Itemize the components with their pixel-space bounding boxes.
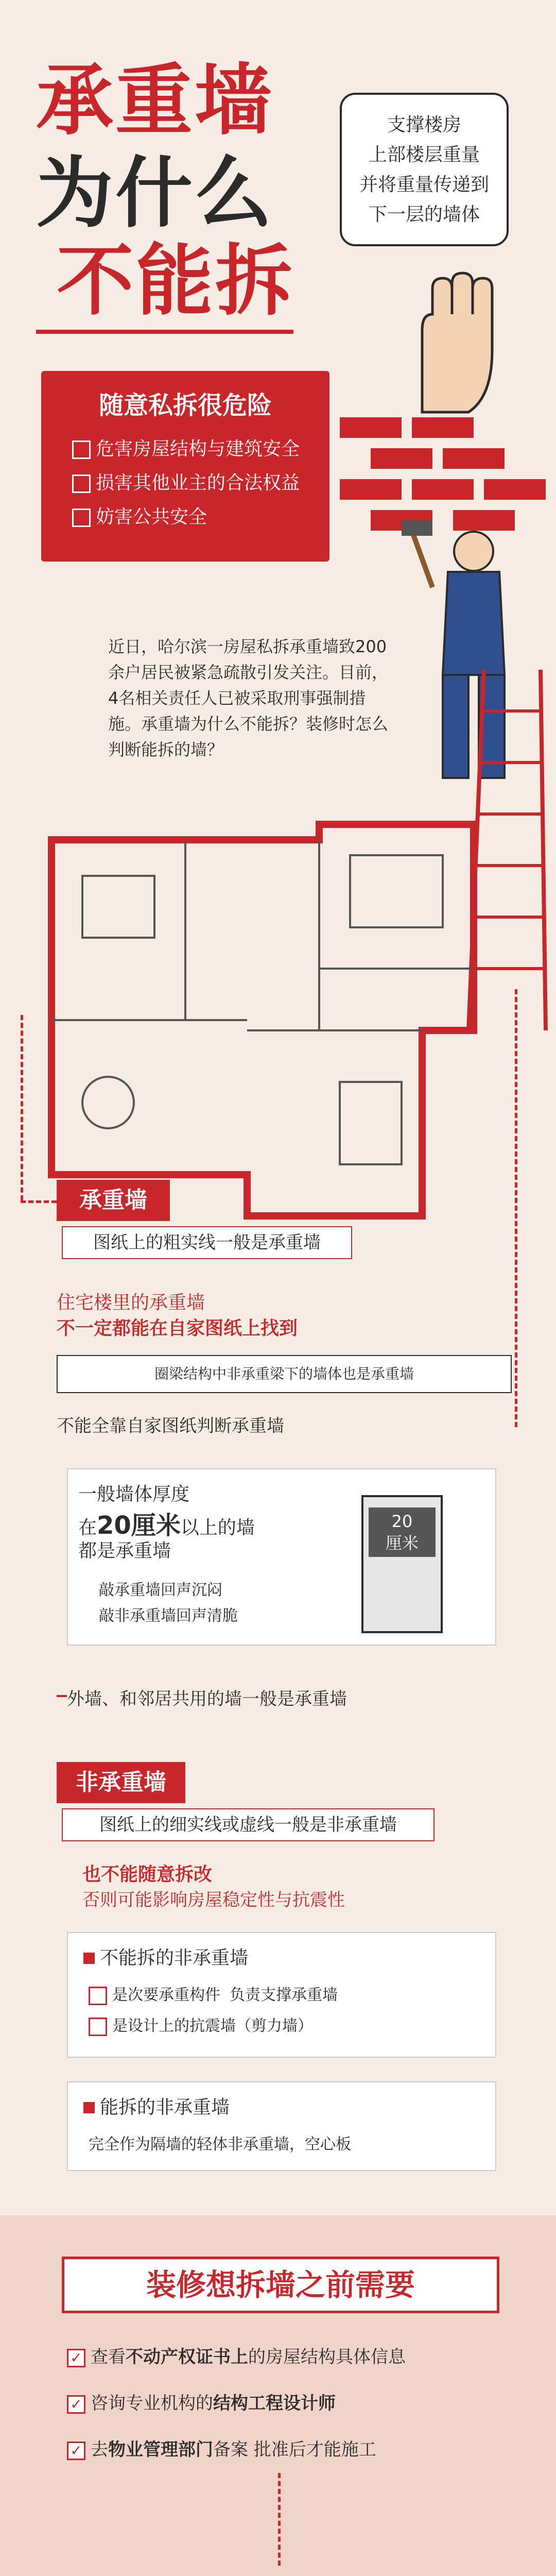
connector-line (21, 1015, 23, 1200)
nonload-tag: 非承重墙 (57, 1762, 185, 1803)
thickness-panel (67, 1468, 496, 1646)
before-item: ✓咨询专业机构的结构工程设计师 (67, 2380, 489, 2427)
bullet-icon (83, 1953, 95, 1964)
can-remove-panel (67, 2081, 496, 2171)
before-item: ✓去物业管理部门备案 批准后才能施工 (67, 2427, 489, 2473)
connector-line (515, 989, 517, 1427)
connector-line (21, 1200, 57, 1203)
can-title: 能拆的非承重墙 (83, 2093, 480, 2119)
stop-hand-icon (391, 268, 520, 422)
nonload-sub2: 否则可能影响房屋稳定性与抗震性 (82, 1890, 345, 1910)
cannot-item: 是次要承重构件 负责支撑承重墙 (89, 1980, 475, 2011)
checkbox-icon (67, 2395, 85, 2414)
connector-line (57, 1695, 67, 1697)
size-label: 20 厘米 (369, 1507, 436, 1557)
bubble-line: 上部楼层重量 (368, 144, 480, 165)
bubble-line: 支撑楼房 (387, 114, 461, 135)
warning-item: 妨害公共安全 (72, 500, 329, 534)
warning-title: 随意私拆很危险 (98, 391, 272, 420)
thickness-line: 都是承重墙 (78, 1540, 171, 1562)
load-wall-desc: 图纸上的粗实线一般是承重墙 (62, 1226, 352, 1259)
speech-bubble (340, 93, 509, 246)
cannot-item: 是设计上的抗震墙（剪力墙） (89, 2011, 475, 2042)
title-line1: 承重墙 (36, 55, 274, 146)
bubble-line: 下一层的墙体 (368, 204, 480, 225)
can-item: 完全作为隔墙的轻体非承重墙，空心板 (89, 2136, 351, 2154)
wall-section-illustration (361, 1495, 443, 1633)
warning-item: 损害其他业主的合法权益 (72, 466, 329, 500)
load-wall-tag: 承重墙 (57, 1180, 170, 1221)
title-line2: 为什么 (36, 148, 274, 239)
knock-notes: 敲承重墙回声沉闷 敲非承重墙回声清脆 (99, 1581, 238, 1625)
title-underline (36, 330, 293, 334)
warning-item: 危害房屋结构与建筑安全 (72, 432, 329, 466)
nonload-sub1: 也不能随意拆改 (82, 1864, 213, 1885)
checkbox-icon (72, 440, 91, 459)
drawing-note: 不能全靠自家图纸判断承重墙 (57, 1416, 284, 1436)
before-item: ✓查看不动产权证书上的房屋结构具体信息 (67, 2334, 489, 2380)
warning-box (41, 371, 329, 562)
ring-beam-note: 圈梁结构中非承重梁下的墙体也是承重墙 (57, 1355, 512, 1393)
cannot-remove-panel (67, 1932, 496, 2058)
cannot-title: 不能拆的非承重墙 (83, 1943, 480, 1970)
checkbox-icon (72, 509, 91, 527)
nonload-desc: 图纸上的细实线或虚线一般是非承重墙 (62, 1808, 435, 1841)
residential-title: 住宅楼里的承重墙 (57, 1292, 205, 1313)
bullet-icon (83, 2102, 95, 2113)
connector-line (278, 2473, 281, 2566)
floor-plan (31, 814, 494, 1236)
residential-sub: 不一定都能在自家图纸上找到 (57, 1318, 298, 1339)
checkbox-icon (89, 1987, 107, 2005)
thickness-line: 一般墙体厚度 (78, 1484, 190, 1505)
checkbox-icon (67, 2442, 85, 2460)
checkbox-icon (67, 2349, 85, 2367)
intro-paragraph: 近日，哈尔滨一房屋私拆承重墙致200余户居民被紧急疏散引发关注。目前，4名相关责任人已被采取刑事强制措施。承重墙为什么不能拆？装修时怎么判断能拆的墙？ (108, 637, 389, 759)
bubble-line: 并将重量传递到 (359, 174, 489, 195)
checkbox-icon (72, 474, 91, 493)
before-title: 装修想拆墙之前需要 (62, 2257, 499, 2313)
checkbox-icon (89, 2018, 107, 2036)
title-line3: 不能拆 (57, 235, 295, 326)
outer-wall-note: 外墙、和邻居共用的墙一般是承重墙 (67, 1689, 347, 1709)
thickness-line: 在20厘米以上的墙 (78, 1511, 255, 1540)
